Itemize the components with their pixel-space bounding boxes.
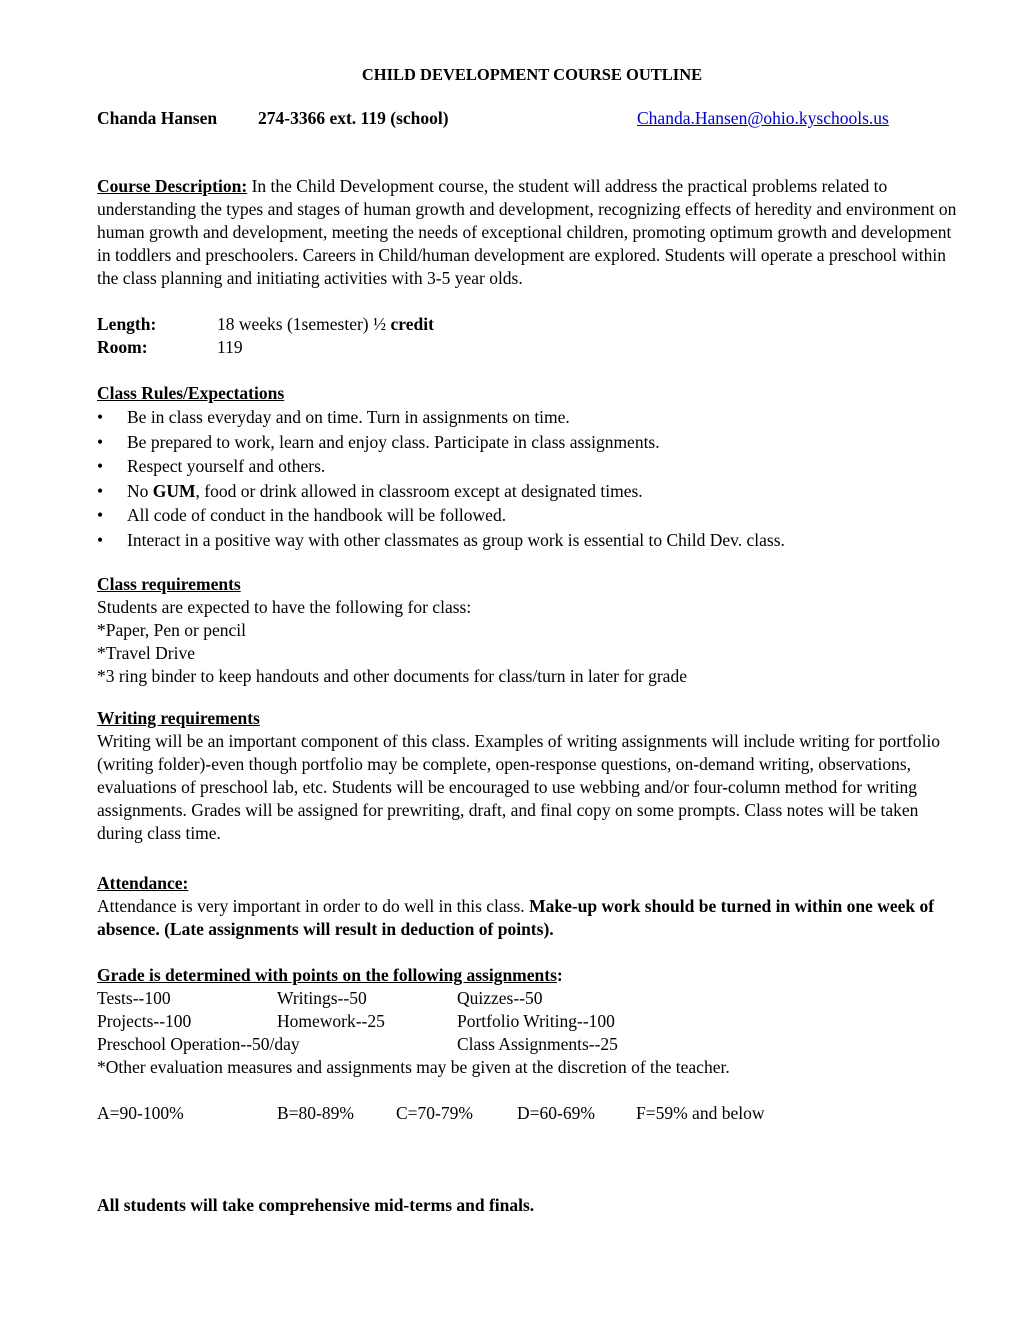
final-note: All students will take comprehensive mid-terms and finals. [97, 1195, 535, 1215]
list-item: • No GUM, food or drink allowed in classroom except at designated times. [97, 479, 967, 504]
attendance-heading: Attendance: [97, 873, 189, 893]
requirements-intro: Students are expected to have the following for class: [97, 597, 472, 617]
attendance-text: Attendance is very important in order to do well in this class. Make-up work should be turned in within one week of absence. (Late assignments will result in deduction of points). [97, 896, 935, 939]
room-value: 119 [217, 337, 243, 357]
list-item: • Be prepared to work, learn and enjoy class. Participate in class assignments. [97, 430, 967, 455]
writing-section [97, 707, 967, 845]
grading-heading: Grade is determined with points on the following assignments [97, 965, 557, 985]
course-description-text: In the Child Development course, the student will address the practical problems related to understanding the types and stages of human growth and development, recognizing effects of heredity and environment on human growth and development, meeting the needs of exceptional children, promoting optimum growth and development in toddlers and preschoolers. Careers in Child/human development are explored. Students will operate a preschool within the class planning and initiating activities with 3-5 year olds. [97, 176, 957, 288]
writing-text: Writing will be an important component of this class. Examples of writing assignments will include writing for portfolio (writing folder)-even though portfolio may be complete, open-response questions, on-demand writing, observations, evaluations of preschool lab, etc. Students will be encouraged to use webbing and/or four-column method for writing assignments. Grades will be assigned for prewriting, draft, and final copy on some prompts. Class notes will be taken during class time. [97, 731, 941, 843]
grade-b: B=80-89% [277, 1103, 354, 1123]
length-label: Length: [97, 314, 157, 334]
length-row [97, 313, 967, 336]
grade-c: C=70-79% [396, 1103, 473, 1123]
room-row [97, 336, 967, 359]
writing-heading: Writing requirements [97, 708, 260, 728]
course-info [97, 313, 967, 359]
attendance-section [97, 872, 967, 941]
grading-row: Preschool Operation--50/day Class Assignments--25 [97, 1034, 618, 1054]
teacher-email-link[interactable]: Chanda.Hansen@ohio.kyschools.us [637, 108, 889, 128]
list-item: *Travel Drive [97, 643, 196, 663]
grading-row: Tests--100 Writings--50 Quizzes--50 [97, 988, 543, 1008]
rules-heading: Class Rules/Expectations [97, 383, 285, 403]
grading-heading-line: Grade is determined with points on the following assignments: [97, 965, 563, 985]
length-value: 18 weeks (1semester) ½ credit [217, 314, 434, 334]
list-item: • All code of conduct in the handbook will be followed. [97, 503, 967, 528]
rules-section [97, 382, 967, 552]
grade-f: F=59% and below [636, 1103, 765, 1123]
grading-row: Projects--100 Homework--25 Portfolio Writing--100 [97, 1011, 615, 1031]
rules-list [97, 405, 967, 552]
course-description-heading: Course Description: [97, 176, 248, 196]
grading-note: *Other evaluation measures and assignments may be given at the discretion of the teacher. [97, 1057, 730, 1077]
teacher-phone: 274-3366 ext. 119 (school) [258, 108, 449, 128]
grade-a: A=90-100% [97, 1103, 184, 1123]
grade-d: D=60-69% [517, 1103, 595, 1123]
list-item: • Be in class everyday and on time. Turn in assignments on time. [97, 405, 967, 430]
grading-section [97, 964, 967, 1079]
document-page [97, 63, 967, 1217]
teacher-name: Chanda Hansen [97, 108, 218, 128]
course-description [97, 175, 967, 290]
room-label: Room: [97, 337, 148, 357]
list-item: *3 ring binder to keep handouts and other documents for class/turn in later for grade [97, 666, 687, 686]
document-title: CHILD DEVELOPMENT COURSE OUTLINE [361, 65, 703, 84]
list-item: *Paper, Pen or pencil [97, 620, 246, 640]
contact-line [97, 107, 967, 131]
grade-scale [97, 1102, 967, 1125]
requirements-heading: Class requirements [97, 574, 241, 594]
requirements-section [97, 573, 967, 688]
list-item: • Interact in a positive way with other classmates as group work is essential to Child Dev. class. [97, 528, 967, 553]
list-item: • Respect yourself and others. [97, 454, 967, 479]
